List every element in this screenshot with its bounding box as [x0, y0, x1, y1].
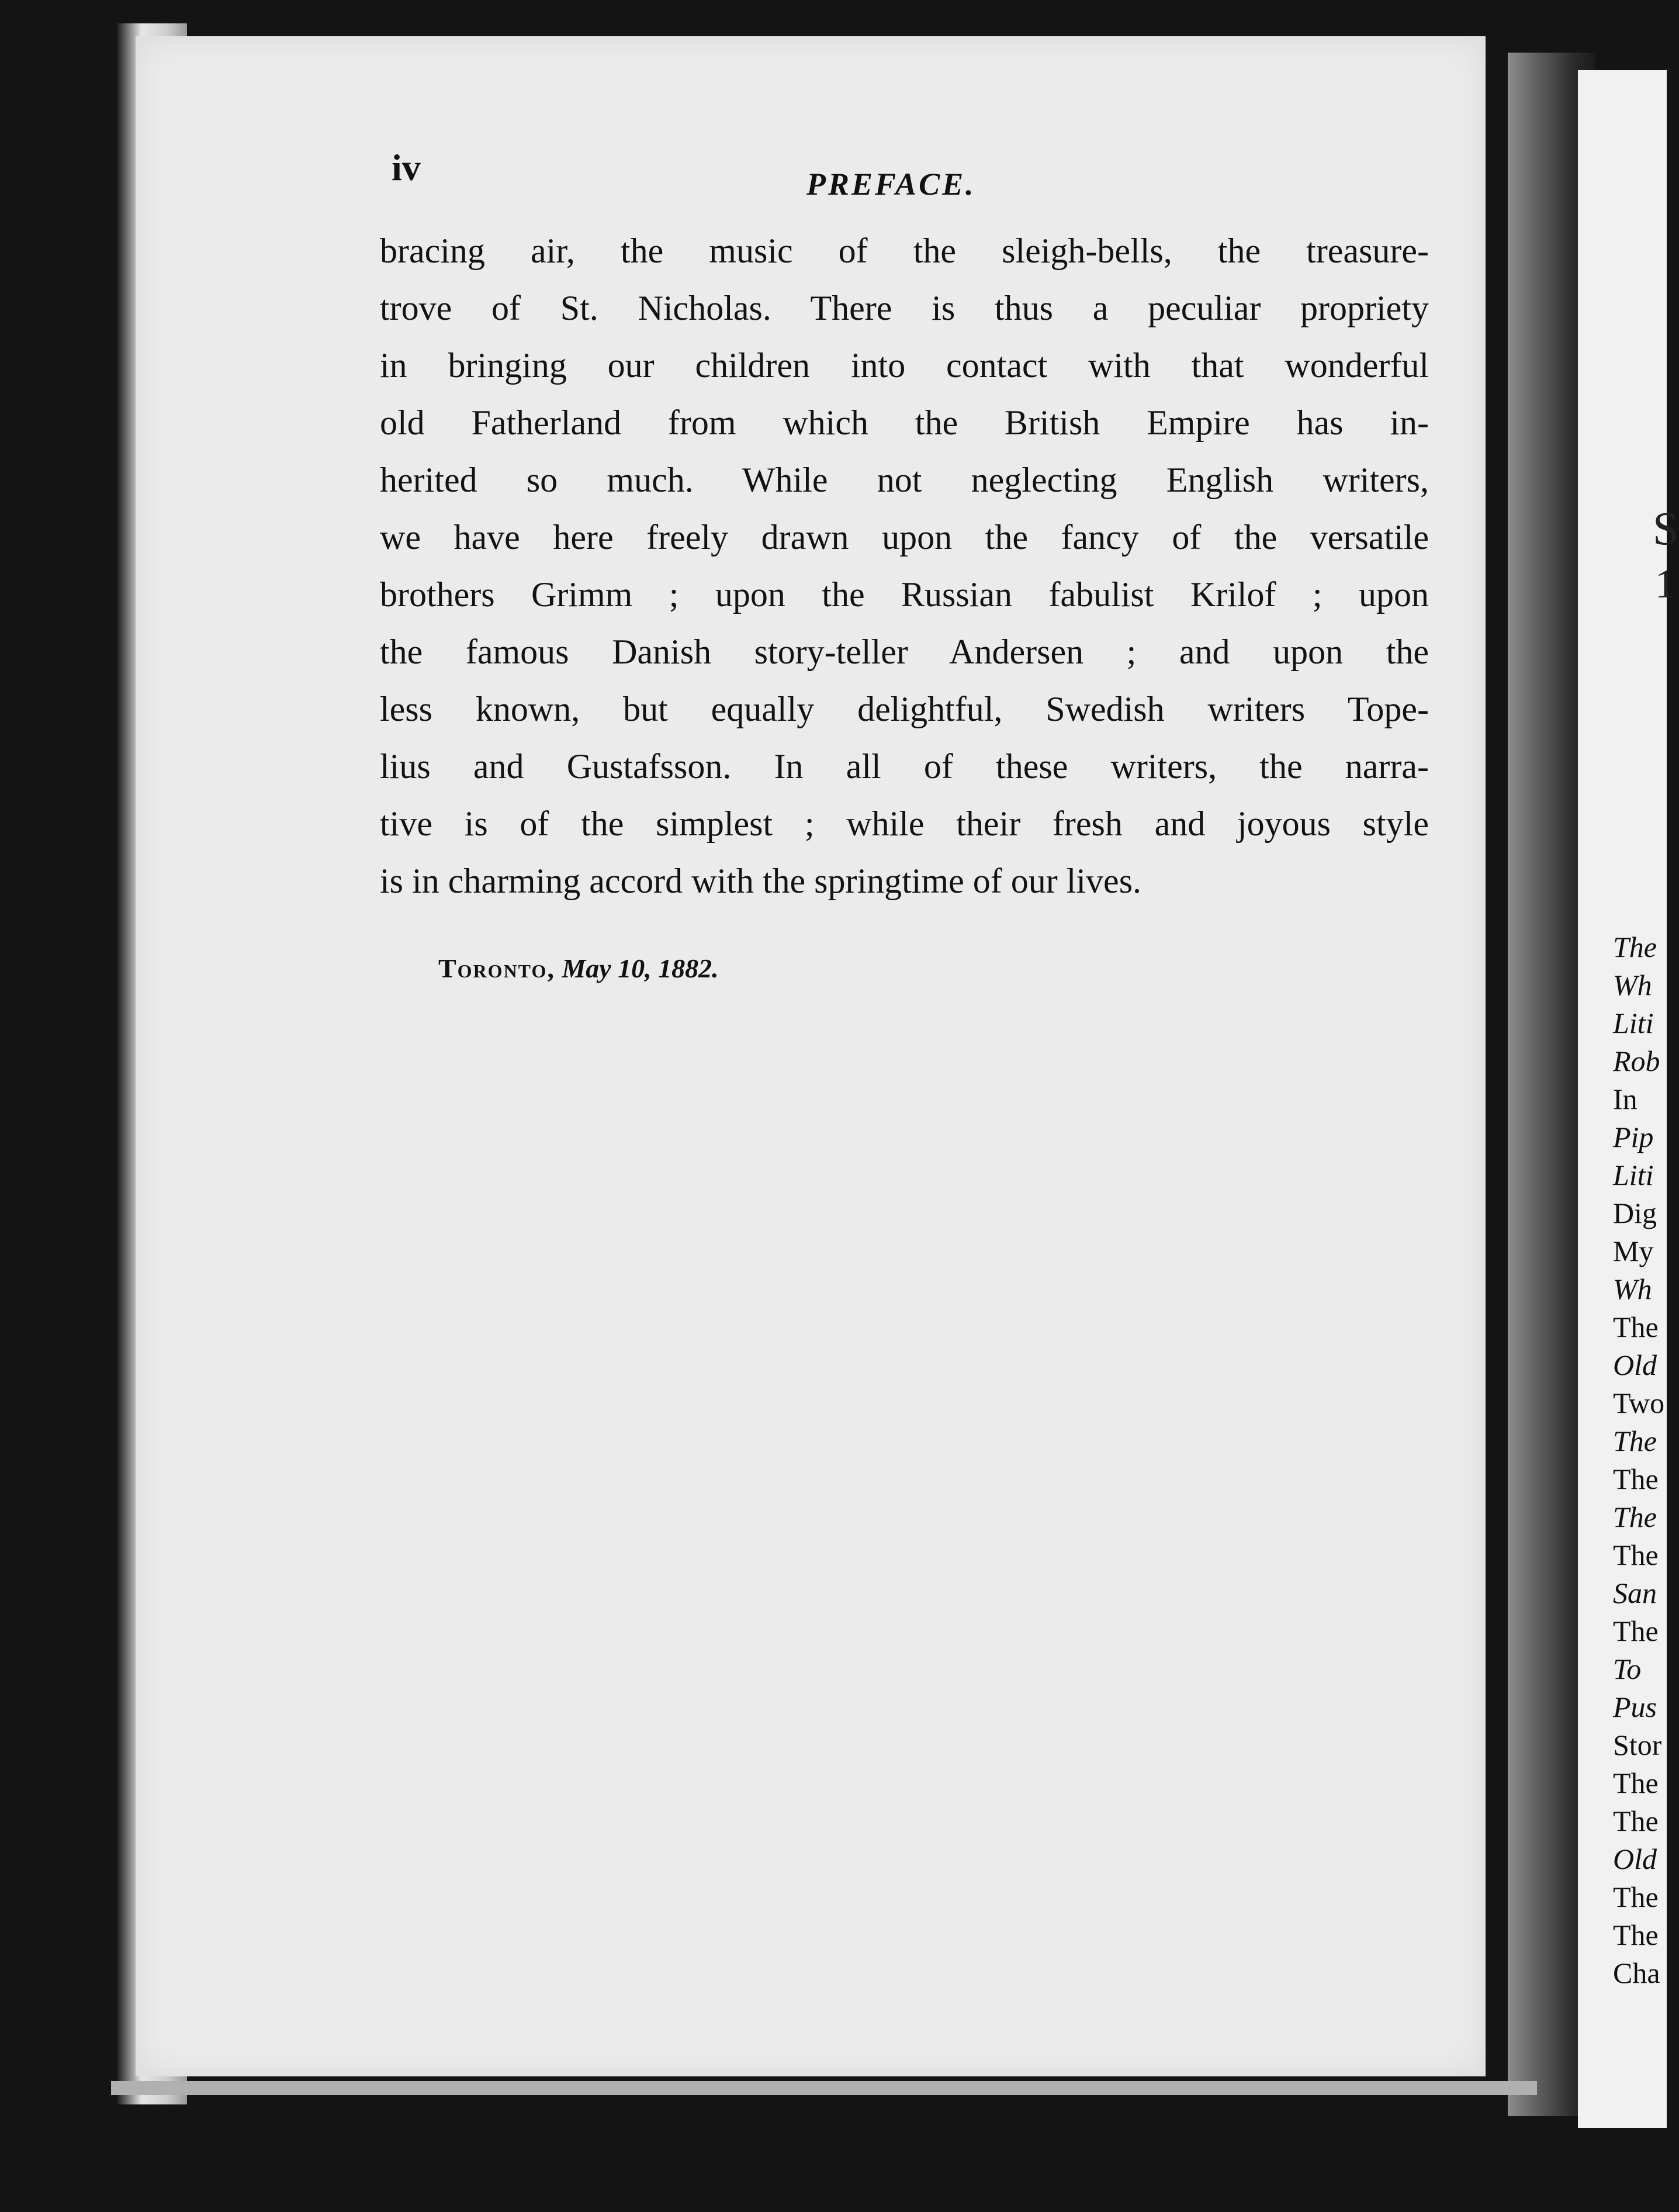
- text-line: herited so much. While not neglecting English writers,: [380, 461, 1429, 499]
- facing-page-line: Liti: [1613, 1007, 1654, 1039]
- facing-page-line: My: [1613, 1235, 1654, 1267]
- facing-page-line: The: [1613, 1311, 1659, 1343]
- facing-page-line: To: [1613, 1653, 1642, 1685]
- text-line: brothers Grimm ; upon the Russian fabulist Krilof ; upon: [380, 575, 1429, 614]
- facing-page-line: The: [1613, 1767, 1659, 1799]
- facing-page-line: The: [1613, 1919, 1659, 1951]
- text-line: lius and Gustafsson. In all of these writers, the narra-: [380, 747, 1429, 786]
- facing-page-line: Pus: [1613, 1691, 1657, 1723]
- page-bottom-edge: [111, 2081, 1537, 2095]
- facing-page-line: Wh: [1613, 969, 1652, 1001]
- facing-page-line: Cha: [1613, 1957, 1660, 1989]
- facing-page-line: The: [1613, 1539, 1659, 1571]
- text-line: tive is of the simplest ; while their fresh and joyous style: [380, 804, 1429, 843]
- facing-page-line: Liti: [1613, 1159, 1654, 1191]
- facing-page-line: The: [1613, 1805, 1659, 1837]
- text-line: is in charming accord with the springtime of our lives.: [380, 862, 1142, 900]
- text-line: in bringing our children into contact with that wonderful: [380, 346, 1429, 385]
- facing-page-mark: 1: [1655, 562, 1675, 607]
- facing-page-line: The: [1613, 1463, 1659, 1495]
- facing-page-line: The: [1613, 1881, 1659, 1913]
- facing-page-line: San: [1613, 1577, 1657, 1609]
- text-line: old Fatherland from which the British Empire has in-: [380, 403, 1429, 442]
- text-line: less known, but equally delightful, Swedish writers Tope-: [380, 690, 1429, 728]
- text-line: trove of St. Nicholas. There is thus a peculiar propriety: [380, 289, 1429, 327]
- facing-page-line: Rob: [1613, 1045, 1660, 1077]
- facing-page-line: The: [1613, 1615, 1659, 1647]
- facing-page-line: Old: [1613, 1349, 1657, 1381]
- facing-page-mark: S: [1653, 503, 1679, 555]
- page-number: iv: [392, 147, 421, 188]
- preface-text: [380, 222, 1429, 910]
- running-head: PREFACE.: [806, 167, 976, 202]
- facing-page-line: The: [1613, 1501, 1657, 1533]
- facing-page-line: Wh: [1613, 1273, 1652, 1305]
- text-line: the famous Danish story-teller Andersen ; and upon the: [380, 633, 1429, 671]
- dateline-date: May 10, 1882.: [562, 953, 719, 983]
- facing-page-line: Pip: [1613, 1121, 1654, 1153]
- facing-page-line: Two: [1613, 1387, 1665, 1419]
- facing-page-line: Stor: [1613, 1729, 1662, 1761]
- facing-page-contents-fragment: [1613, 928, 1667, 1992]
- facing-page-line: The: [1613, 931, 1657, 963]
- text-line: we have here freely drawn upon the fancy of the versatile: [380, 518, 1429, 557]
- preface-dateline: [438, 953, 719, 984]
- text-line: bracing air, the music of the sleigh-bells, the treasure-: [380, 231, 1429, 270]
- facing-page-line: In: [1613, 1083, 1638, 1115]
- facing-page-line: Dig: [1613, 1197, 1657, 1229]
- facing-page-line: The: [1613, 1425, 1657, 1457]
- facing-page-line: Old: [1613, 1843, 1657, 1875]
- dateline-place: Toronto,: [438, 953, 555, 983]
